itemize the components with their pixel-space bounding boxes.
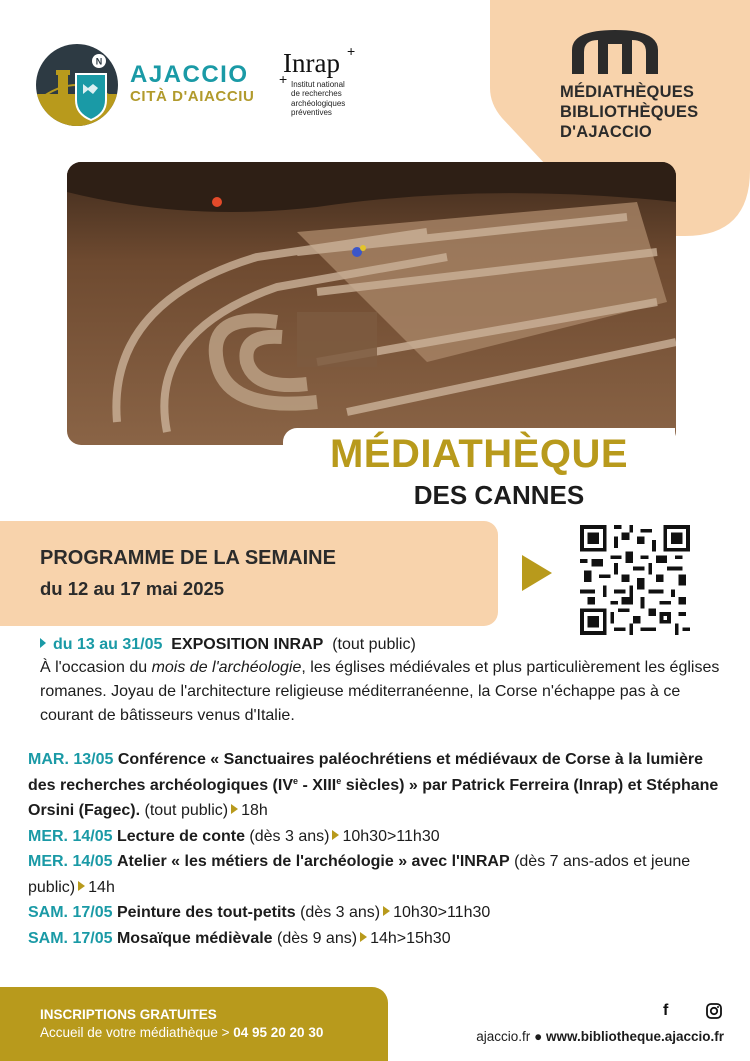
footer-contact: [40, 1024, 323, 1042]
event-audience: (dès 3 ans): [249, 827, 330, 845]
page-subtitle: DES CANNES: [413, 480, 585, 510]
plus-icon: +: [347, 43, 356, 59]
separator: ●: [530, 1029, 546, 1044]
event-title: Peinture des tout-petits: [116, 904, 296, 921]
time-arrow-icon: [383, 906, 390, 916]
instagram-icon[interactable]: [706, 1003, 722, 1019]
event-audience: (dès 7 ans-ados et jeune public): [28, 853, 691, 896]
library-network-logo: [560, 30, 730, 142]
event-item: [28, 849, 728, 900]
event-day: MAR. 13/05: [28, 751, 114, 768]
inrap-desc-line: préventives: [291, 108, 332, 118]
event-audience: (dès 9 ans): [277, 929, 358, 947]
svg-text:N: N: [95, 56, 103, 67]
event-time: 14h>15h30: [370, 929, 451, 947]
exhibition-title: EXPOSITION INRAP: [171, 636, 324, 653]
exhibition-dates: du 13 au 31/05: [53, 636, 163, 653]
inrap-desc-line: archéologiques: [291, 98, 346, 108]
event-audience: (dès 3 ans): [300, 904, 381, 921]
event-item: [28, 747, 728, 824]
exhibition-audience: (tout public): [332, 636, 416, 653]
library-logo-line: BIBLIOTHÈQUES: [560, 103, 699, 121]
event-title: Conférence « Sanctuaires paléochrétiens et médiévaux de Corse à la lumière des recherches archéologiques (IVe - XIIIe siècles) » par Patrick Ferreira (Inrap) et Stéphane Orsini (Fagec).: [28, 751, 719, 819]
exhibition-text: , les églises médiévales et plus particulièrement les églises romanes. Joyau de l'architecture religieuse méditerranéenne, la Corse n'échappe pas à ce courant de bâtisseurs venus d'Italie.: [40, 659, 720, 724]
facebook-icon[interactable]: f: [663, 1002, 669, 1019]
inrap-description: [291, 80, 363, 118]
footer-phone[interactable]: 04 95 20 20 30: [233, 1025, 324, 1040]
qr-code-icon[interactable]: [580, 525, 690, 635]
time-arrow-icon: [360, 932, 367, 942]
event-time: 14h: [88, 878, 115, 896]
event-day: SAM. 17/05: [28, 929, 113, 947]
event-time: 10h30>11h30: [342, 827, 440, 845]
event-title: Mosaïque médièvale: [116, 929, 273, 947]
programme-band: [0, 521, 498, 626]
event-item: [28, 926, 728, 952]
inrap-desc-line: Institut national: [291, 80, 345, 89]
inrap-logo: [279, 43, 363, 118]
footer-contact-label: Accueil de votre médiathèque >: [40, 1025, 234, 1040]
inrap-name: Inrap: [283, 48, 340, 78]
library-logo-line: MÉDIATHÈQUES: [560, 83, 695, 101]
ajaccio-subtitle: CITÀ D'AIACCIU: [130, 88, 255, 105]
events-list: [28, 747, 728, 951]
exhibition-text-italic: mois de l'archéologie: [151, 659, 302, 676]
event-audience: (tout public): [144, 802, 229, 819]
event-item: [28, 824, 728, 850]
event-title: Atelier « les métiers de l'archéologie » avec l'INRAP: [116, 853, 510, 870]
ajaccio-wordmark: [130, 63, 254, 107]
bullet-arrow-icon: [40, 638, 46, 648]
event-item: [28, 900, 728, 926]
time-arrow-icon: [332, 830, 339, 840]
exhibition-description: [40, 656, 720, 728]
library-logo-line: D'AJACCIO: [560, 123, 652, 141]
footer-websites: [476, 1028, 724, 1046]
event-title: Lecture de conte: [116, 827, 245, 845]
event-day: SAM. 17/05: [28, 904, 113, 921]
event-day: MER. 14/05: [28, 827, 113, 845]
programme-dates: du 12 au 17 mai 2025: [40, 578, 225, 599]
footer-registration: INSCRIPTIONS GRATUITES: [40, 1007, 217, 1022]
website-link[interactable]: ajaccio.fr: [476, 1029, 531, 1044]
time-arrow-icon: [231, 804, 238, 814]
exhibition-text: À l'occasion du: [40, 659, 152, 676]
exhibition-header: [40, 634, 720, 656]
programme-title: PROGRAMME DE LA SEMAINE: [40, 547, 336, 569]
inrap-desc-line: de recherches: [291, 89, 342, 99]
event-time: 10h30>11h30: [393, 904, 491, 921]
exhibition-block: [40, 634, 720, 728]
website-link[interactable]: www.bibliotheque.ajaccio.fr: [545, 1029, 724, 1044]
library-building-icon: [572, 30, 658, 74]
ajaccio-title: AJACCIO: [130, 61, 249, 88]
event-time: 18h: [241, 802, 268, 819]
ajaccio-crest-icon: [36, 44, 118, 126]
event-day: MER. 14/05: [28, 853, 113, 870]
plus-icon: +: [279, 71, 288, 87]
time-arrow-icon: [78, 881, 85, 891]
page-title: MÉDIATHÈQUE: [329, 432, 629, 476]
excavation-photo: [67, 162, 676, 445]
arrow-right-icon: [522, 555, 552, 591]
